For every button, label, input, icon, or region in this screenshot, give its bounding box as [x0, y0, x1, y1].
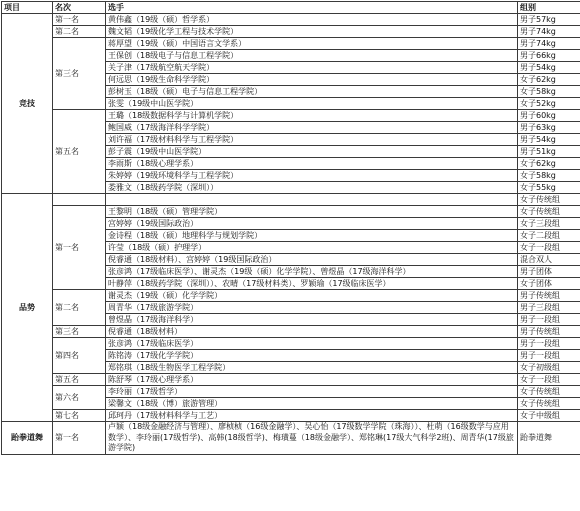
player-cell: 何远思（19级生命科学学院） — [106, 74, 518, 86]
table-row — [2, 38, 580, 50]
player-cell: 李雨斯（18级心理学系） — [106, 158, 518, 170]
group-cell: 女子58kg — [518, 170, 580, 182]
rank-cell: 第五名 — [53, 110, 106, 194]
header-rank: 名次 — [53, 2, 106, 14]
group-cell: 男子74kg — [518, 26, 580, 38]
table-row — [2, 14, 580, 26]
group-cell: 男子54kg — [518, 134, 580, 146]
header-row — [2, 2, 580, 14]
player-cell: 刘许福（17级材料科学与工程学院） — [106, 134, 518, 146]
project-cell: 竞技 — [2, 14, 53, 194]
player-cell: 蒋厚望（19级（硕）中国语言文学系） — [106, 38, 518, 50]
table-row — [2, 110, 580, 122]
player-cell: 张彦鸿（17级临床医学）、谢灵杰（19级（硕）化学学院）、曾煜晶（17级海洋科学） — [106, 266, 518, 278]
table-row — [2, 386, 580, 398]
group-cell: 男子51kg — [518, 146, 580, 158]
player-cell: 王黎明（18级（硕）管理学院） — [106, 206, 518, 218]
player-cell: 郑铭琪（18级生物医学工程学院） — [106, 362, 518, 374]
group-cell: 混合双人 — [518, 254, 580, 266]
group-cell: 男子54kg — [518, 62, 580, 74]
group-cell: 女子中级组 — [518, 410, 580, 422]
player-cell: 王保创（18级电子与信息工程学院） — [106, 50, 518, 62]
rank-cell: 第七名 — [53, 410, 106, 422]
table-row — [2, 326, 580, 338]
player-cell: 鲍国威（17级海洋科学学院） — [106, 122, 518, 134]
group-cell: 男子57kg — [518, 14, 580, 26]
player-cell: 邱珂丹（17级材料科学与工艺） — [106, 410, 518, 422]
player-cell: 彭子震（19级中山医学院） — [106, 146, 518, 158]
rank-cell: 第二名 — [53, 290, 106, 326]
group-cell: 女子62kg — [518, 74, 580, 86]
table-row — [2, 422, 580, 455]
rank-cell: 第一名 — [53, 14, 106, 26]
rank-cell: 第一名 — [53, 206, 106, 290]
group-cell: 女子52kg — [518, 98, 580, 110]
table-row — [2, 194, 580, 206]
player-cell: 朱婷婷（19级环境科学与工程学院） — [106, 170, 518, 182]
header-project: 项目 — [2, 2, 53, 14]
player-cell: 娄雅文（18级药学院（深圳）） — [106, 182, 518, 194]
rank-cell: 第四名 — [53, 338, 106, 374]
group-cell: 女子二段组 — [518, 230, 580, 242]
player-cell: 卢颖（18级金融经济与管理）、廖桢桢（16级金融学）、吴心怡（17级数学学院（珠海））、杜萌（16级数学与应用数学）、李玲丽(17级哲学)、高韩(18级哲学)、梅璜蔓（18级金融学）、郑铭琳(17级大气科学2班)、周青华(17级旅游学院) — [106, 422, 518, 455]
group-cell: 男子63kg — [518, 122, 580, 134]
table-row — [2, 26, 580, 38]
rank-cell — [53, 194, 106, 206]
player-cell — [106, 194, 518, 206]
group-cell: 女子传统组 — [518, 194, 580, 206]
table-row — [2, 206, 580, 218]
rank-cell: 第五名 — [53, 374, 106, 386]
player-cell: 王璐（18级数据科学与计算机学院） — [106, 110, 518, 122]
player-cell: 谢灵杰（19级（硕）化学学院） — [106, 290, 518, 302]
project-cell: 品势 — [2, 194, 53, 422]
player-cell: 宫婷婷（19级国际政治） — [106, 218, 518, 230]
group-cell: 女子初级组 — [518, 362, 580, 374]
player-cell: 陈铭涛（17级化学学院） — [106, 350, 518, 362]
player-cell: 张彦鸿（17级临床医学） — [106, 338, 518, 350]
player-cell: 许莹（18级（硕）护理学） — [106, 242, 518, 254]
header-group: 组别 — [518, 2, 580, 14]
player-cell: 黄伟鑫（19级（硕）哲学系） — [106, 14, 518, 26]
group-cell: 女子一段组 — [518, 242, 580, 254]
rank-cell: 第三名 — [53, 326, 106, 338]
player-cell: 关子津（17级航空航天学院） — [106, 62, 518, 74]
player-cell: 李玲丽（17级哲学） — [106, 386, 518, 398]
group-cell: 女子62kg — [518, 158, 580, 170]
rank-cell: 第六名 — [53, 386, 106, 410]
player-cell: 曾煜晶（17级海洋科学） — [106, 314, 518, 326]
group-cell: 跆拳道舞 — [518, 422, 580, 455]
group-cell: 女子团体 — [518, 278, 580, 290]
player-cell: 张雯（19级中山医学院） — [106, 98, 518, 110]
group-cell: 男子一段组 — [518, 350, 580, 362]
rank-cell: 第一名 — [53, 422, 106, 455]
group-cell: 男子一段组 — [518, 338, 580, 350]
group-cell: 男子三段组 — [518, 302, 580, 314]
group-cell: 男子60kg — [518, 110, 580, 122]
group-cell: 女子传统组 — [518, 386, 580, 398]
group-cell: 女子58kg — [518, 86, 580, 98]
group-cell: 男子一段组 — [518, 314, 580, 326]
group-cell: 男子66kg — [518, 50, 580, 62]
player-cell: 倪睿通（18级材料）、宫婷婷（19级国际政治） — [106, 254, 518, 266]
group-cell: 男子团体 — [518, 266, 580, 278]
group-cell: 女子三段组 — [518, 218, 580, 230]
table-row — [2, 410, 580, 422]
player-cell: 周青华（17级旅游学院） — [106, 302, 518, 314]
group-cell: 女子55kg — [518, 182, 580, 194]
player-cell: 陈舒琴（17级心理学系） — [106, 374, 518, 386]
project-cell: 跆拳道舞 — [2, 422, 53, 455]
table-row — [2, 290, 580, 302]
group-cell: 男子74kg — [518, 38, 580, 50]
header-player: 选手 — [106, 2, 518, 14]
rank-cell: 第三名 — [53, 38, 106, 110]
player-cell: 魏文韬（19级化学工程与技术学院） — [106, 26, 518, 38]
player-cell: 梁馨文（18级（博）旅游管理） — [106, 398, 518, 410]
group-cell: 女子传统组 — [518, 206, 580, 218]
group-cell: 男子传统组 — [518, 290, 580, 302]
player-cell: 叶静萍（18级药学院（深圳））、农晴（17级材料类）、罗颖瑜（17级临床医学） — [106, 278, 518, 290]
group-cell: 男子传统组 — [518, 326, 580, 338]
group-cell: 女子一段组 — [518, 374, 580, 386]
player-cell: 金诗程（18级（硕）地理科学与规划学院） — [106, 230, 518, 242]
results-table — [1, 1, 580, 455]
group-cell: 女子传统组 — [518, 398, 580, 410]
table-body — [2, 14, 580, 455]
table-row — [2, 374, 580, 386]
player-cell: 倪睿通（18级材料） — [106, 326, 518, 338]
table-row — [2, 338, 580, 350]
rank-cell: 第二名 — [53, 26, 106, 38]
player-cell: 彭树玉（18级（硕）电子与信息工程学院） — [106, 86, 518, 98]
